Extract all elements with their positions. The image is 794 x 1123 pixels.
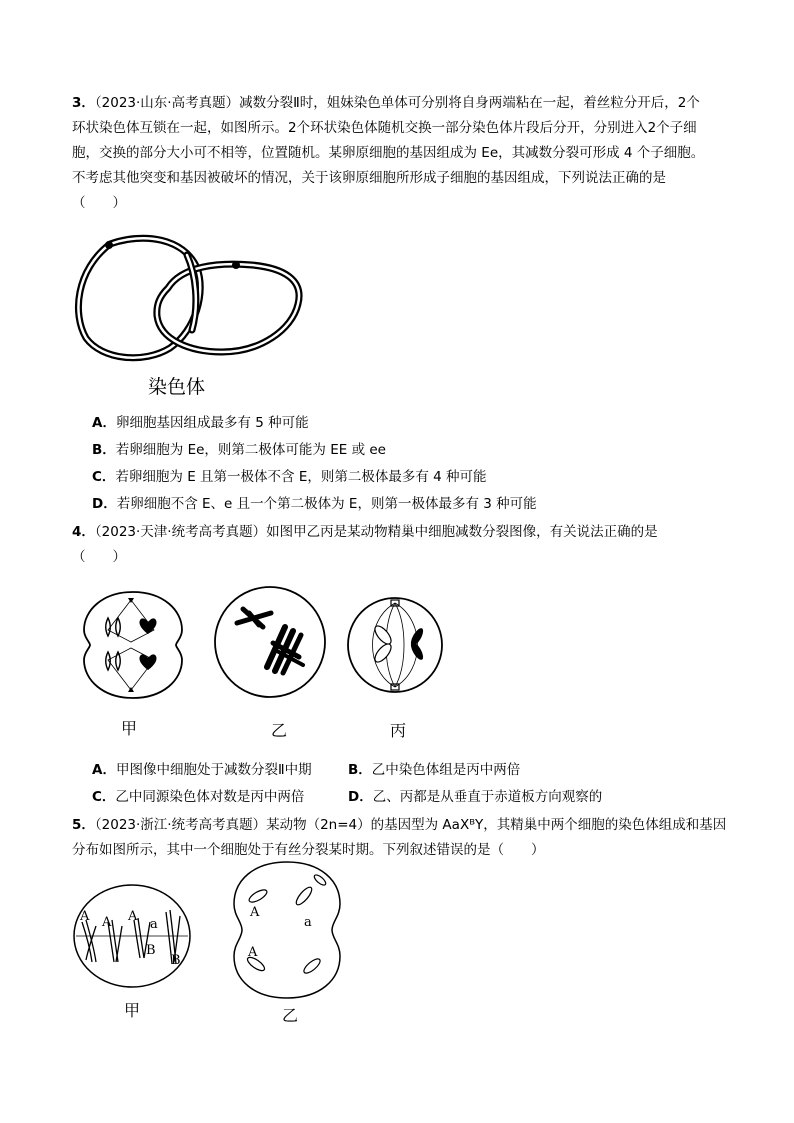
gene-label: A	[248, 945, 258, 960]
heart-shaped-chromosome	[139, 618, 156, 634]
figure-label-yi-q5: 乙	[282, 1006, 299, 1025]
question-5-number: 5．	[72, 817, 95, 833]
cell-jia-meiosis-figure	[78, 590, 188, 700]
chromosome-outline	[106, 618, 111, 636]
cell-yi-meiosis-figure	[213, 585, 328, 700]
gene-label: B	[146, 943, 156, 958]
gene-label: a	[304, 915, 312, 930]
question-4-option-a: A．甲图像中细胞处于减数分裂Ⅱ中期	[92, 762, 312, 778]
centromere-dot-left	[105, 241, 113, 249]
cell-membrane	[215, 587, 325, 697]
question-5	[72, 813, 732, 863]
question-3-option-c: C．若卵细胞为 E 且第一极体不含 E，则第二极体最多有 4 种可能	[92, 469, 487, 485]
question-3-line-1: 3．（2023·山东·高考真题）减数分裂Ⅱ时，姐妹染色单体可分别将自身两端粘在一起，着丝粒分开后，2个	[72, 95, 700, 111]
question-5-line-1: 5．（2023·浙江·统考高考真题）某动物（2n=4）的基因型为 AaXᴮY，其精巢中两个细胞的染色体组成和基因	[72, 817, 727, 833]
cell-membrane	[84, 592, 182, 698]
gene-label: A	[250, 905, 260, 920]
cell-bing-meiosis-figure	[345, 595, 445, 695]
question-4	[72, 520, 732, 570]
question-3-option-b: B．若卵细胞为 Ee，则第二极体可能为 EE 或 ee	[92, 442, 386, 458]
cell-membrane	[348, 598, 442, 692]
question-4-number: 4．	[72, 524, 95, 540]
question-3-line-3: 胞，交换的部分大小可不相等，位置随机。某卵原细胞的基因组成为 Ee，其减数分裂可形成 4 个子细胞。	[72, 145, 705, 161]
centromere-dot-right	[232, 261, 240, 269]
gene-label: a	[150, 917, 158, 932]
figure-label-bing: 丙	[390, 721, 407, 740]
question-4-option-c: C．乙中同源染色体对数是丙中两倍	[92, 789, 305, 805]
question-3-line-2: 环状染色体互锁在一起，如图所示。2个环状染色体随机交换一部分染色体片段后分开，分别进入2个子细	[72, 120, 697, 136]
question-3	[72, 91, 732, 216]
question-3-option-a: A．卵细胞基因组成最多有 5 种可能	[92, 415, 309, 431]
figure-label-jia-q5: 甲	[124, 1001, 141, 1020]
question-4-line-1: 4．（2023·天津·统考高考真题）如图甲乙丙是某动物精巢中细胞减数分裂图像，有关说法正确的是	[72, 524, 658, 540]
question-3-number: 3．	[72, 95, 95, 111]
chromosome-figure-caption: 染色体	[148, 376, 206, 398]
cell-jia-mitosis-figure	[70, 882, 195, 990]
question-5-line-2: 分布如图所示，其中一个细胞处于有丝分裂某时期。下列叙述错误的是（ ）	[72, 842, 545, 858]
cell-yi-mitosis-figure	[228, 860, 346, 1000]
question-3-answer-blank: （ ）	[72, 195, 126, 211]
gene-label: B	[171, 953, 181, 968]
question-3-option-d: D．若卵细胞不含 E、e 且一个第二极体为 E，则第一极体最多有 3 种可能	[92, 496, 537, 512]
question-4-option-d: D．乙、丙都是从垂直于赤道板方向观察的	[348, 789, 603, 805]
gene-label: A	[80, 909, 90, 924]
question-3-line-4: 不考虑其他突变和基因被破坏的情况，关于该卵原细胞所形成子细胞的基因组成，下列说法正确的是	[72, 170, 666, 186]
question-4-answer-blank: （ ）	[72, 549, 126, 565]
interlocked-ring-chromosomes-figure	[72, 230, 312, 365]
figure-label-yi: 乙	[271, 721, 288, 740]
gene-label: A	[128, 909, 138, 924]
figure-label-jia: 甲	[121, 719, 138, 738]
question-4-option-b: B．乙中染色体组是丙中两倍	[348, 762, 521, 778]
gene-label: A	[102, 915, 112, 930]
